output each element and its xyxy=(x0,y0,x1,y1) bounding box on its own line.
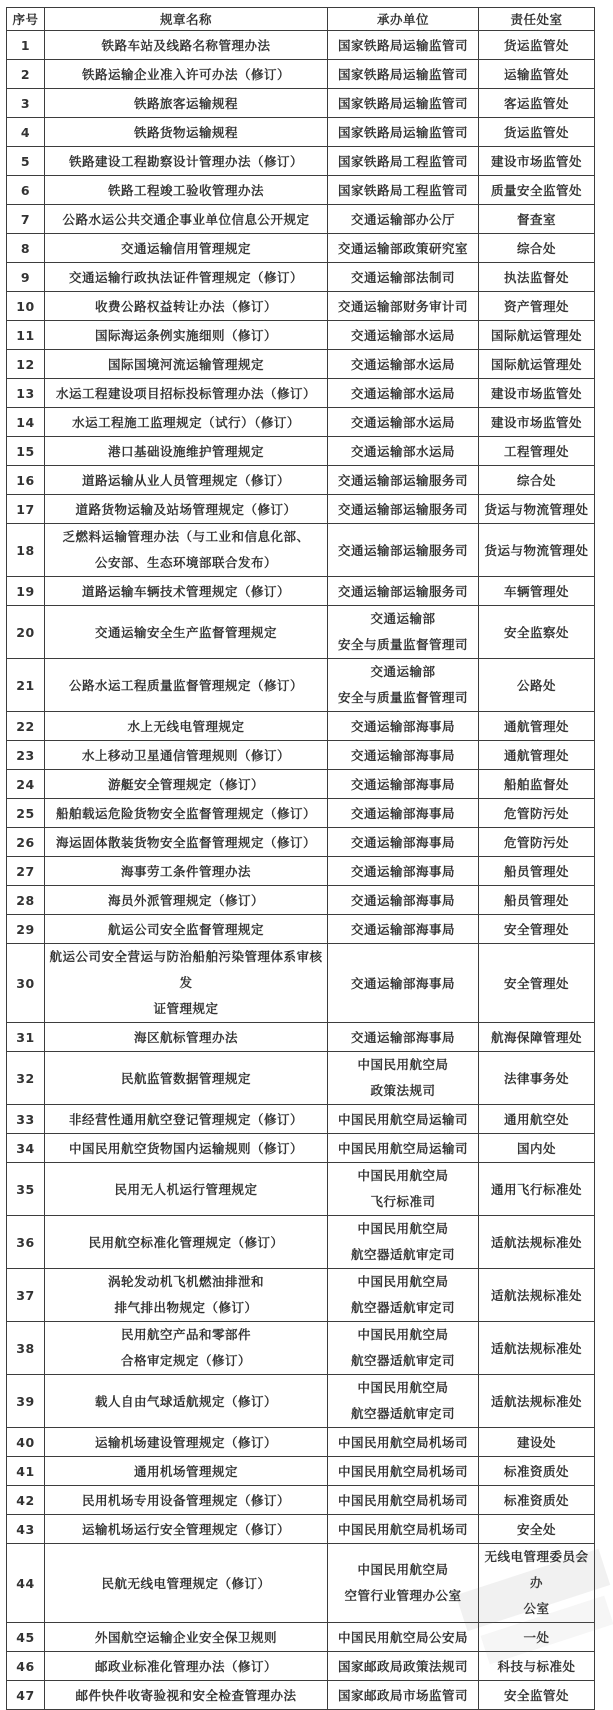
cell-line: 民用航空产品和零部件 xyxy=(120,1327,251,1342)
cell-line: 交通运输部 xyxy=(370,611,436,626)
column-header-number: 序号 xyxy=(7,8,45,31)
responsible-office-cell: 执法监督处 xyxy=(479,263,595,292)
table-row xyxy=(7,350,595,379)
row-number: 40 xyxy=(7,1428,45,1457)
cell-line: 证管理规定 xyxy=(153,1001,219,1016)
responsible-office-cell: 国际航运管理处 xyxy=(479,321,595,350)
responsible-office-cell: 货运与物流管理处 xyxy=(479,495,595,524)
handling-unit-cell xyxy=(328,659,479,712)
responsible-office-cell: 国际航运管理处 xyxy=(479,350,595,379)
table-row xyxy=(7,741,595,770)
cell-line: 中国民用航空局 xyxy=(357,1380,449,1395)
cell-line: 乏燃料运输管理办法（与工业和信息化部、 xyxy=(62,529,310,544)
regulation-name-cell: 道路运输从业人员管理规定（修订） xyxy=(45,466,328,495)
regulation-name-cell: 水运工程施工监理规定（试行）（修订） xyxy=(45,408,328,437)
handling-unit-cell: 中国民用航空局机场司 xyxy=(328,1515,479,1544)
row-number: 10 xyxy=(7,292,45,321)
cell-line: 中国民用航空局 xyxy=(357,1168,449,1183)
row-number: 39 xyxy=(7,1375,45,1428)
table-row xyxy=(7,944,595,1023)
row-number: 14 xyxy=(7,408,45,437)
regulation-name-cell: 交通运输信用管理规定 xyxy=(45,234,328,263)
cell-line: 航空器适航审定司 xyxy=(350,1406,455,1421)
row-number: 13 xyxy=(7,379,45,408)
cell-line: 政策法规司 xyxy=(370,1083,436,1098)
row-number: 1 xyxy=(7,31,45,60)
handling-unit-cell: 交通运输部政策研究室 xyxy=(328,234,479,263)
table-row xyxy=(7,1163,595,1216)
row-number: 3 xyxy=(7,89,45,118)
regulation-name-cell: 船舶载运危险货物安全监督管理规定（修订） xyxy=(45,799,328,828)
handling-unit-cell: 交通运输部财务审计司 xyxy=(328,292,479,321)
responsible-office-cell: 安全管理处 xyxy=(479,944,595,1023)
responsible-office-cell: 一处 xyxy=(479,1623,595,1652)
row-number: 47 xyxy=(7,1681,45,1710)
row-number: 6 xyxy=(7,176,45,205)
responsible-office-cell: 货运监管处 xyxy=(479,31,595,60)
responsible-office-cell: 综合处 xyxy=(479,234,595,263)
row-number: 26 xyxy=(7,828,45,857)
table-row xyxy=(7,1023,595,1052)
table-row xyxy=(7,770,595,799)
responsible-office-cell: 工程管理处 xyxy=(479,437,595,466)
handling-unit-cell: 交通运输部水运局 xyxy=(328,379,479,408)
regulation-name-cell: 航运公司安全监督管理规定 xyxy=(45,915,328,944)
cell-line: 合格审定规定（修订） xyxy=(120,1353,251,1368)
responsible-office-cell: 客运监管处 xyxy=(479,89,595,118)
responsible-office-cell: 建设市场监管处 xyxy=(479,379,595,408)
regulation-name-cell: 民航无线电管理规定（修订） xyxy=(45,1544,328,1623)
handling-unit-cell: 交通运输部海事局 xyxy=(328,1023,479,1052)
table-row xyxy=(7,1269,595,1322)
regulation-name-cell: 港口基础设施维护管理规定 xyxy=(45,437,328,466)
table-row xyxy=(7,857,595,886)
table-row xyxy=(7,495,595,524)
header-row xyxy=(7,8,595,31)
responsible-office-cell: 危管防污处 xyxy=(479,828,595,857)
handling-unit-cell: 交通运输部办公厅 xyxy=(328,205,479,234)
table-row xyxy=(7,118,595,147)
regulation-name-cell: 水上移动卫星通信管理规则（修订） xyxy=(45,741,328,770)
handling-unit-cell xyxy=(328,1269,479,1322)
row-number: 9 xyxy=(7,263,45,292)
regulation-name-cell: 运输机场建设管理规定（修订） xyxy=(45,1428,328,1457)
responsible-office-cell: 综合处 xyxy=(479,466,595,495)
table-row xyxy=(7,1105,595,1134)
regulation-name-cell: 非经营性通用航空登记管理规定（修订） xyxy=(45,1105,328,1134)
handling-unit-cell: 国家铁路局工程监管司 xyxy=(328,176,479,205)
responsible-office-cell: 通航管理处 xyxy=(479,741,595,770)
handling-unit-cell xyxy=(328,1216,479,1269)
row-number: 18 xyxy=(7,524,45,577)
regulation-name-cell: 运输机场运行安全管理规定（修订） xyxy=(45,1515,328,1544)
table-row xyxy=(7,379,595,408)
handling-unit-cell: 交通运输部法制司 xyxy=(328,263,479,292)
regulation-name-cell: 民用航空标准化管理规定（修订） xyxy=(45,1216,328,1269)
handling-unit-cell: 交通运输部运输服务司 xyxy=(328,577,479,606)
regulation-name-cell: 海事劳工条件管理办法 xyxy=(45,857,328,886)
row-number: 19 xyxy=(7,577,45,606)
row-number: 17 xyxy=(7,495,45,524)
handling-unit-cell: 中国民用航空局运输司 xyxy=(328,1134,479,1163)
regulation-name-cell: 民航监管数据管理规定 xyxy=(45,1052,328,1105)
table-row xyxy=(7,205,595,234)
handling-unit-cell xyxy=(328,1544,479,1623)
cell-line: 中国民用航空局 xyxy=(357,1562,449,1577)
row-number: 2 xyxy=(7,60,45,89)
regulation-name-cell: 道路运输车辆技术管理规定（修订） xyxy=(45,577,328,606)
row-number: 37 xyxy=(7,1269,45,1322)
responsible-office-cell: 国内处 xyxy=(479,1134,595,1163)
handling-unit-cell: 中国民用航空局机场司 xyxy=(328,1486,479,1515)
responsible-office-cell: 安全处 xyxy=(479,1515,595,1544)
row-number: 36 xyxy=(7,1216,45,1269)
cell-line: 公安部、生态环境部联合发布） xyxy=(94,555,277,570)
cell-line: 安全与质量监督管理司 xyxy=(337,690,468,705)
table-row xyxy=(7,1515,595,1544)
table-row xyxy=(7,1322,595,1375)
responsible-office-cell: 适航法规标准处 xyxy=(479,1216,595,1269)
responsible-office-cell: 货运与物流管理处 xyxy=(479,524,595,577)
table-row xyxy=(7,1486,595,1515)
cell-line: 涡轮发动机飞机燃油排泄和 xyxy=(107,1274,264,1289)
table-row xyxy=(7,321,595,350)
row-number: 16 xyxy=(7,466,45,495)
handling-unit-cell: 交通运输部水运局 xyxy=(328,408,479,437)
regulation-name-cell: 道路货物运输及站场管理规定（修订） xyxy=(45,495,328,524)
handling-unit-cell: 交通运输部海事局 xyxy=(328,857,479,886)
responsible-office-cell: 船员管理处 xyxy=(479,857,595,886)
responsible-office-cell: 安全管理处 xyxy=(479,915,595,944)
row-number: 44 xyxy=(7,1544,45,1623)
row-number: 32 xyxy=(7,1052,45,1105)
row-number: 22 xyxy=(7,712,45,741)
row-number: 15 xyxy=(7,437,45,466)
responsible-office-cell: 科技与标准处 xyxy=(479,1652,595,1681)
handling-unit-cell: 国家铁路局运输监管司 xyxy=(328,118,479,147)
responsible-office-cell: 法律事务处 xyxy=(479,1052,595,1105)
regulation-name-cell: 水上无线电管理规定 xyxy=(45,712,328,741)
handling-unit-cell xyxy=(328,1375,479,1428)
regulation-name-cell xyxy=(45,1322,328,1375)
responsible-office-cell: 建设市场监管处 xyxy=(479,408,595,437)
handling-unit-cell: 国家铁路局运输监管司 xyxy=(328,89,479,118)
regulation-name-cell: 邮政业标准化管理办法（修订） xyxy=(45,1652,328,1681)
responsible-office-cell: 危管防污处 xyxy=(479,799,595,828)
row-number: 31 xyxy=(7,1023,45,1052)
table-row xyxy=(7,234,595,263)
table-row xyxy=(7,292,595,321)
regulation-name-cell: 民用无人机运行管理规定 xyxy=(45,1163,328,1216)
table-row xyxy=(7,915,595,944)
cell-line: 航空器适航审定司 xyxy=(350,1300,455,1315)
cell-line: 公室 xyxy=(523,1601,550,1616)
table-row xyxy=(7,263,595,292)
cell-line: 航运公司安全营运与防治船舶污染管理体系审核发 xyxy=(49,949,323,990)
regulation-name-cell: 中国民用航空货物国内运输规则（修订） xyxy=(45,1134,328,1163)
regulation-name-cell: 民用机场专用设备管理规定（修订） xyxy=(45,1486,328,1515)
table-row xyxy=(7,606,595,659)
row-number: 12 xyxy=(7,350,45,379)
row-number: 43 xyxy=(7,1515,45,1544)
cell-line: 中国民用航空局 xyxy=(357,1057,449,1072)
responsible-office-cell: 标准资质处 xyxy=(479,1486,595,1515)
handling-unit-cell: 交通运输部海事局 xyxy=(328,915,479,944)
regulation-name-cell: 海员外派管理规定（修订） xyxy=(45,886,328,915)
cell-line: 中国民用航空局 xyxy=(357,1274,449,1289)
row-number: 8 xyxy=(7,234,45,263)
column-header-responsible-office: 责任处室 xyxy=(479,8,595,31)
cell-line: 安全与质量监督管理司 xyxy=(337,637,468,652)
table-row xyxy=(7,524,595,577)
regulation-name-cell: 邮件快件收寄验视和安全检查管理办法 xyxy=(45,1681,328,1710)
handling-unit-cell: 中国民用航空局机场司 xyxy=(328,1428,479,1457)
table-row xyxy=(7,1623,595,1652)
regulation-name-cell: 铁路旅客运输规程 xyxy=(45,89,328,118)
row-number: 35 xyxy=(7,1163,45,1216)
handling-unit-cell: 交通运输部海事局 xyxy=(328,770,479,799)
table-row xyxy=(7,437,595,466)
regulation-name-cell: 海区航标管理办法 xyxy=(45,1023,328,1052)
regulation-name-cell: 载人自由气球适航规定（修订） xyxy=(45,1375,328,1428)
table-row xyxy=(7,408,595,437)
regulations-table xyxy=(6,7,595,1710)
responsible-office-cell: 安全监察处 xyxy=(479,606,595,659)
table-row xyxy=(7,828,595,857)
regulation-name-cell: 铁路货物运输规程 xyxy=(45,118,328,147)
table-row xyxy=(7,886,595,915)
regulation-name-cell: 公路水运工程质量监督管理规定（修订） xyxy=(45,659,328,712)
table-row xyxy=(7,1652,595,1681)
handling-unit-cell xyxy=(328,606,479,659)
responsible-office-cell: 适航法规标准处 xyxy=(479,1269,595,1322)
responsible-office-cell: 建设处 xyxy=(479,1428,595,1457)
row-number: 34 xyxy=(7,1134,45,1163)
responsible-office-cell: 质量安全监管处 xyxy=(479,176,595,205)
table-row xyxy=(7,89,595,118)
column-header-handling-unit: 承办单位 xyxy=(328,8,479,31)
row-number: 27 xyxy=(7,857,45,886)
responsible-office-cell: 运输监管处 xyxy=(479,60,595,89)
regulation-name-cell: 铁路车站及线路名称管理办法 xyxy=(45,31,328,60)
row-number: 28 xyxy=(7,886,45,915)
regulation-name-cell: 水运工程建设项目招标投标管理办法（修订） xyxy=(45,379,328,408)
handling-unit-cell xyxy=(328,1052,479,1105)
handling-unit-cell xyxy=(328,1322,479,1375)
regulations-table-container xyxy=(6,7,594,1710)
handling-unit-cell: 交通运输部海事局 xyxy=(328,944,479,1023)
regulation-name-cell: 公路水运公共交通企事业单位信息公开规定 xyxy=(45,205,328,234)
cell-line: 航空器适航审定司 xyxy=(350,1353,455,1368)
responsible-office-cell: 适航法规标准处 xyxy=(479,1322,595,1375)
regulation-name-cell: 海运固体散装货物安全监督管理规定（修订） xyxy=(45,828,328,857)
row-number: 29 xyxy=(7,915,45,944)
table-row xyxy=(7,31,595,60)
handling-unit-cell: 国家邮政局市场监管司 xyxy=(328,1681,479,1710)
handling-unit-cell: 交通运输部运输服务司 xyxy=(328,495,479,524)
table-row xyxy=(7,799,595,828)
row-number: 23 xyxy=(7,741,45,770)
row-number: 41 xyxy=(7,1457,45,1486)
cell-line: 排气排出物规定（修订） xyxy=(114,1300,258,1315)
row-number: 5 xyxy=(7,147,45,176)
cell-line: 飞行标准司 xyxy=(370,1194,436,1209)
table-row xyxy=(7,60,595,89)
handling-unit-cell: 交通运输部海事局 xyxy=(328,828,479,857)
responsible-office-cell: 航海保障管理处 xyxy=(479,1023,595,1052)
regulation-name-cell: 国际海运条例实施细则（修订） xyxy=(45,321,328,350)
regulation-name-cell: 收费公路权益转让办法（修订） xyxy=(45,292,328,321)
responsible-office-cell: 通航管理处 xyxy=(479,712,595,741)
regulation-name-cell: 铁路工程竣工验收管理办法 xyxy=(45,176,328,205)
row-number: 30 xyxy=(7,944,45,1023)
row-number: 25 xyxy=(7,799,45,828)
regulation-name-cell: 铁路建设工程勘察设计管理办法（修订） xyxy=(45,147,328,176)
responsible-office-cell: 督查室 xyxy=(479,205,595,234)
row-number: 11 xyxy=(7,321,45,350)
table-row xyxy=(7,147,595,176)
handling-unit-cell: 交通运输部海事局 xyxy=(328,799,479,828)
table-row xyxy=(7,1428,595,1457)
table-row xyxy=(7,466,595,495)
regulation-name-cell: 外国航空运输企业安全保卫规则 xyxy=(45,1623,328,1652)
handling-unit-cell: 中国民用航空局公安局 xyxy=(328,1623,479,1652)
responsible-office-cell: 货运监管处 xyxy=(479,118,595,147)
handling-unit-cell: 中国民用航空局运输司 xyxy=(328,1105,479,1134)
table-row xyxy=(7,1544,595,1623)
row-number: 46 xyxy=(7,1652,45,1681)
responsible-office-cell: 资产管理处 xyxy=(479,292,595,321)
handling-unit-cell: 交通运输部水运局 xyxy=(328,321,479,350)
handling-unit-cell: 交通运输部海事局 xyxy=(328,741,479,770)
row-number: 45 xyxy=(7,1623,45,1652)
responsible-office-cell: 船员管理处 xyxy=(479,886,595,915)
handling-unit-cell: 国家铁路局工程监管司 xyxy=(328,147,479,176)
responsible-office-cell: 通用飞行标准处 xyxy=(479,1163,595,1216)
table-body xyxy=(7,31,595,1710)
responsible-office-cell: 船舶监督处 xyxy=(479,770,595,799)
table-row xyxy=(7,659,595,712)
row-number: 20 xyxy=(7,606,45,659)
row-number: 42 xyxy=(7,1486,45,1515)
row-number: 7 xyxy=(7,205,45,234)
responsible-office-cell xyxy=(479,1544,595,1623)
table-row xyxy=(7,1216,595,1269)
row-number: 21 xyxy=(7,659,45,712)
table-row xyxy=(7,1134,595,1163)
table-row xyxy=(7,712,595,741)
handling-unit-cell: 交通运输部运输服务司 xyxy=(328,466,479,495)
handling-unit-cell: 交通运输部海事局 xyxy=(328,712,479,741)
handling-unit-cell: 国家铁路局运输监管司 xyxy=(328,60,479,89)
table-row xyxy=(7,1052,595,1105)
table-row xyxy=(7,1375,595,1428)
row-number: 4 xyxy=(7,118,45,147)
regulation-name-cell: 交通运输安全生产监督管理规定 xyxy=(45,606,328,659)
row-number: 24 xyxy=(7,770,45,799)
cell-line: 空管行业管理办公室 xyxy=(344,1588,462,1603)
regulation-name-cell xyxy=(45,524,328,577)
handling-unit-cell: 交通运输部水运局 xyxy=(328,437,479,466)
handling-unit-cell: 交通运输部水运局 xyxy=(328,350,479,379)
row-number: 33 xyxy=(7,1105,45,1134)
handling-unit-cell: 中国民用航空局机场司 xyxy=(328,1457,479,1486)
cell-line: 交通运输部 xyxy=(370,664,436,679)
regulation-name-cell xyxy=(45,944,328,1023)
cell-line: 中国民用航空局 xyxy=(357,1221,449,1236)
cell-line: 中国民用航空局 xyxy=(357,1327,449,1342)
responsible-office-cell: 适航法规标准处 xyxy=(479,1375,595,1428)
regulation-name-cell: 国际国境河流运输管理规定 xyxy=(45,350,328,379)
handling-unit-cell: 交通运输部运输服务司 xyxy=(328,524,479,577)
regulation-name-cell: 铁路运输企业准入许可办法（修订） xyxy=(45,60,328,89)
table-row xyxy=(7,176,595,205)
row-number: 38 xyxy=(7,1322,45,1375)
table-row xyxy=(7,577,595,606)
table-row xyxy=(7,1681,595,1710)
regulation-name-cell: 交通运输行政执法证件管理规定（修订） xyxy=(45,263,328,292)
table-row xyxy=(7,1457,595,1486)
responsible-office-cell: 安全监管处 xyxy=(479,1681,595,1710)
handling-unit-cell: 交通运输部海事局 xyxy=(328,886,479,915)
responsible-office-cell: 通用航空处 xyxy=(479,1105,595,1134)
handling-unit-cell: 国家铁路局运输监管司 xyxy=(328,31,479,60)
regulation-name-cell xyxy=(45,1269,328,1322)
cell-line: 无线电管理委员会办 xyxy=(484,1549,589,1590)
column-header-regulation-name: 规章名称 xyxy=(45,8,328,31)
cell-line: 航空器适航审定司 xyxy=(350,1247,455,1262)
regulation-name-cell: 通用机场管理规定 xyxy=(45,1457,328,1486)
responsible-office-cell: 公路处 xyxy=(479,659,595,712)
handling-unit-cell: 国家邮政局政策法规司 xyxy=(328,1652,479,1681)
regulation-name-cell: 游艇安全管理规定（修订） xyxy=(45,770,328,799)
responsible-office-cell: 标准资质处 xyxy=(479,1457,595,1486)
handling-unit-cell xyxy=(328,1163,479,1216)
responsible-office-cell: 建设市场监管处 xyxy=(479,147,595,176)
responsible-office-cell: 车辆管理处 xyxy=(479,577,595,606)
